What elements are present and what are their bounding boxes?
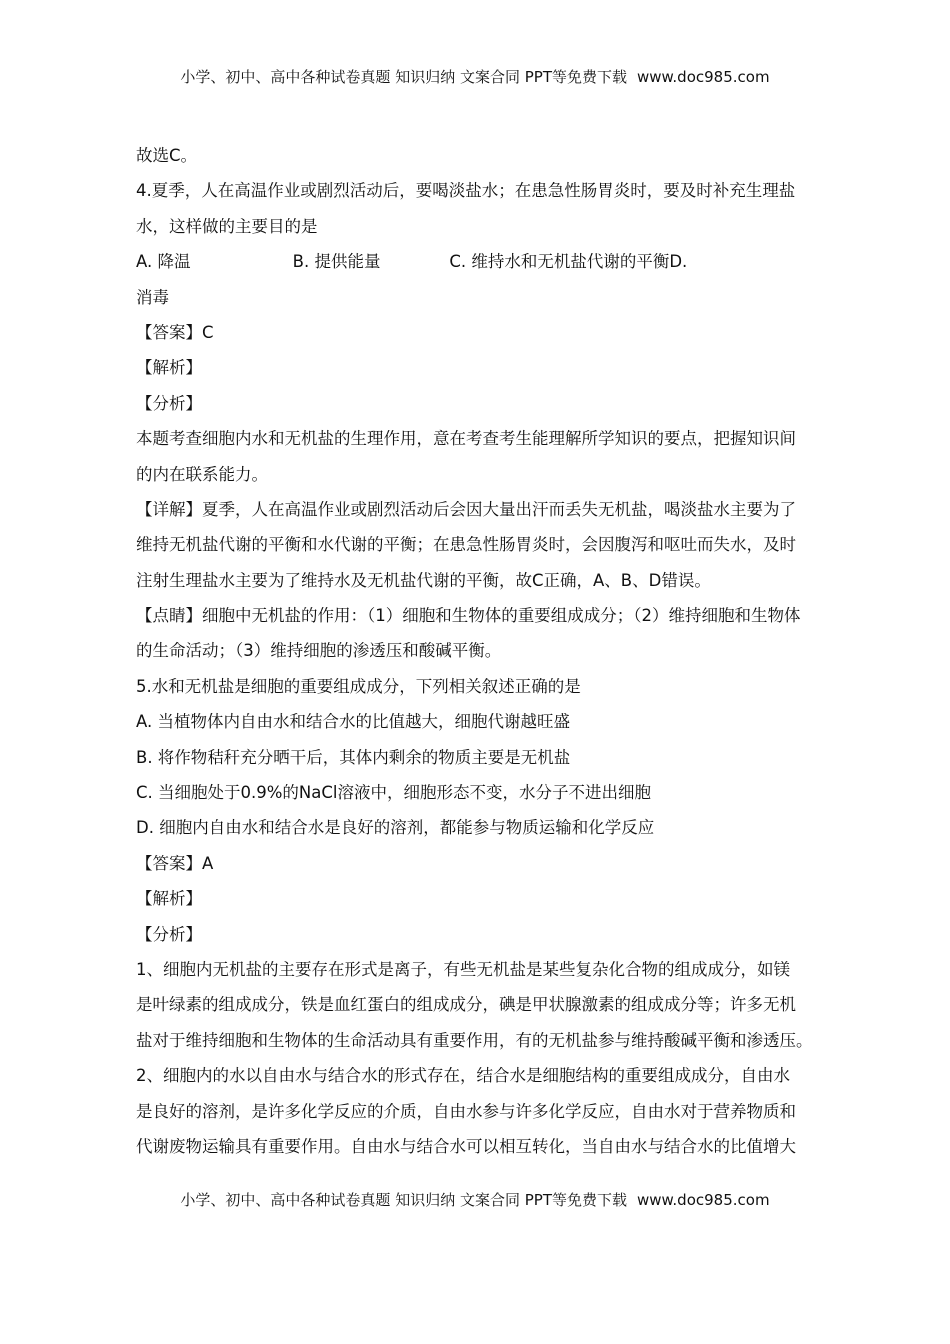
option-b: B. 提供能量 [292, 252, 381, 272]
text-line: 的生命活动；（3）维持细胞的渗透压和酸碱平衡。 [136, 641, 502, 661]
text-line: 是叶绿素的组成成分，铁是血红蛋白的组成成分，碘是甲状腺激素的组成成分等；许多无机 [136, 995, 796, 1015]
text-line: 本题考查细胞内水和无机盐的生理作用，意在考查考生能理解所学知识的要点，把握知识间 [136, 429, 796, 449]
question-5-stem: 5.水和无机盐是细胞的重要组成成分，下列相关叙述正确的是 [136, 676, 581, 696]
option-d: D. 细胞内自由水和结合水是良好的溶剂，都能参与物质运输和化学反应 [136, 818, 655, 838]
option-b: B. 将作物秸秆充分晒干后，其体内剩余的物质主要是无机盐 [136, 747, 571, 767]
question-4-stem: 4.夏季，人在高温作业或剧烈活动后，要喝淡盐水；在患急性肠胃炎时，要及时补充生理盐 [136, 181, 796, 201]
text-line: 维持无机盐代谢的平衡和水代谢的平衡；在患急性肠胃炎时，会因腹泻和呕吐而失水，及时 [136, 535, 796, 555]
page-header [0, 66, 950, 87]
option-d-cont: 消毒 [136, 287, 169, 307]
option-a: A. 降温 [136, 252, 191, 272]
footer-site: www.doc985.com [636, 1191, 770, 1209]
text-line: 故选C。 [136, 146, 198, 165]
fenxi-label: 【分析】 [136, 924, 202, 944]
text-line: 代谢废物运输具有重要作用。自由水与结合水可以相互转化，当自由水与结合水的比值增大 [136, 1136, 796, 1156]
text-line: 2、细胞内的水以自由水与结合水的形式存在，结合水是细胞结构的重要组成成分，自由水 [136, 1066, 790, 1086]
answer-label: 【答案】A [136, 853, 214, 873]
fenxi-label: 【分析】 [136, 393, 202, 413]
answer-label: 【答案】C [136, 322, 214, 342]
header-text: 小学、初中、高中各种试卷真题 知识归纳 文案合同 PPT等免费下载 [180, 68, 627, 86]
text-line: 【详解】夏季，人在高温作业或剧烈活动后会因大量出汗而丢失无机盐，喝淡盐水主要为了 [136, 499, 796, 519]
document-body [136, 138, 826, 1164]
text-line: 注射生理盐水主要为了维持水及无机盐代谢的平衡，故C正确，A、B、D错误。 [136, 570, 711, 590]
analysis-label: 【解析】 [136, 358, 202, 378]
page-footer [0, 1189, 950, 1210]
footer-text: 小学、初中、高中各种试卷真题 知识归纳 文案合同 PPT等免费下载 [180, 1191, 627, 1209]
text-line: 盐对于维持细胞和生物体的生命活动具有重要作用，有的无机盐参与维持酸碱平衡和渗透压。 [136, 1030, 813, 1050]
text-line: 是良好的溶剂，是许多化学反应的介质，自由水参与许多化学反应，自由水对于营养物质和 [136, 1101, 796, 1121]
question-4-options [136, 244, 826, 279]
analysis-label: 【解析】 [136, 889, 202, 909]
option-c: C. 维持水和无机盐代谢的平衡 [449, 252, 670, 272]
text-line: 1、细胞内无机盐的主要存在形式是离子，有些无机盐是某些复杂化合物的组成成分，如镁 [136, 959, 790, 979]
text-line: 的内在联系能力。 [136, 464, 268, 484]
option-a: A. 当植物体内自由水和结合水的比值越大，细胞代谢越旺盛 [136, 712, 570, 732]
option-d: D. [669, 252, 688, 272]
header-site: www.doc985.com [636, 68, 770, 86]
question-4-stem-cont: 水，这样做的主要目的是 [136, 216, 318, 236]
text-line: 【点睛】细胞中无机盐的作用：（1）细胞和生物体的重要组成成分；（2）维持细胞和生物体 [136, 606, 801, 626]
option-c: C. 当细胞处于0.9%的NaCl溶液中，细胞形态不变，水分子不进出细胞 [136, 783, 651, 803]
